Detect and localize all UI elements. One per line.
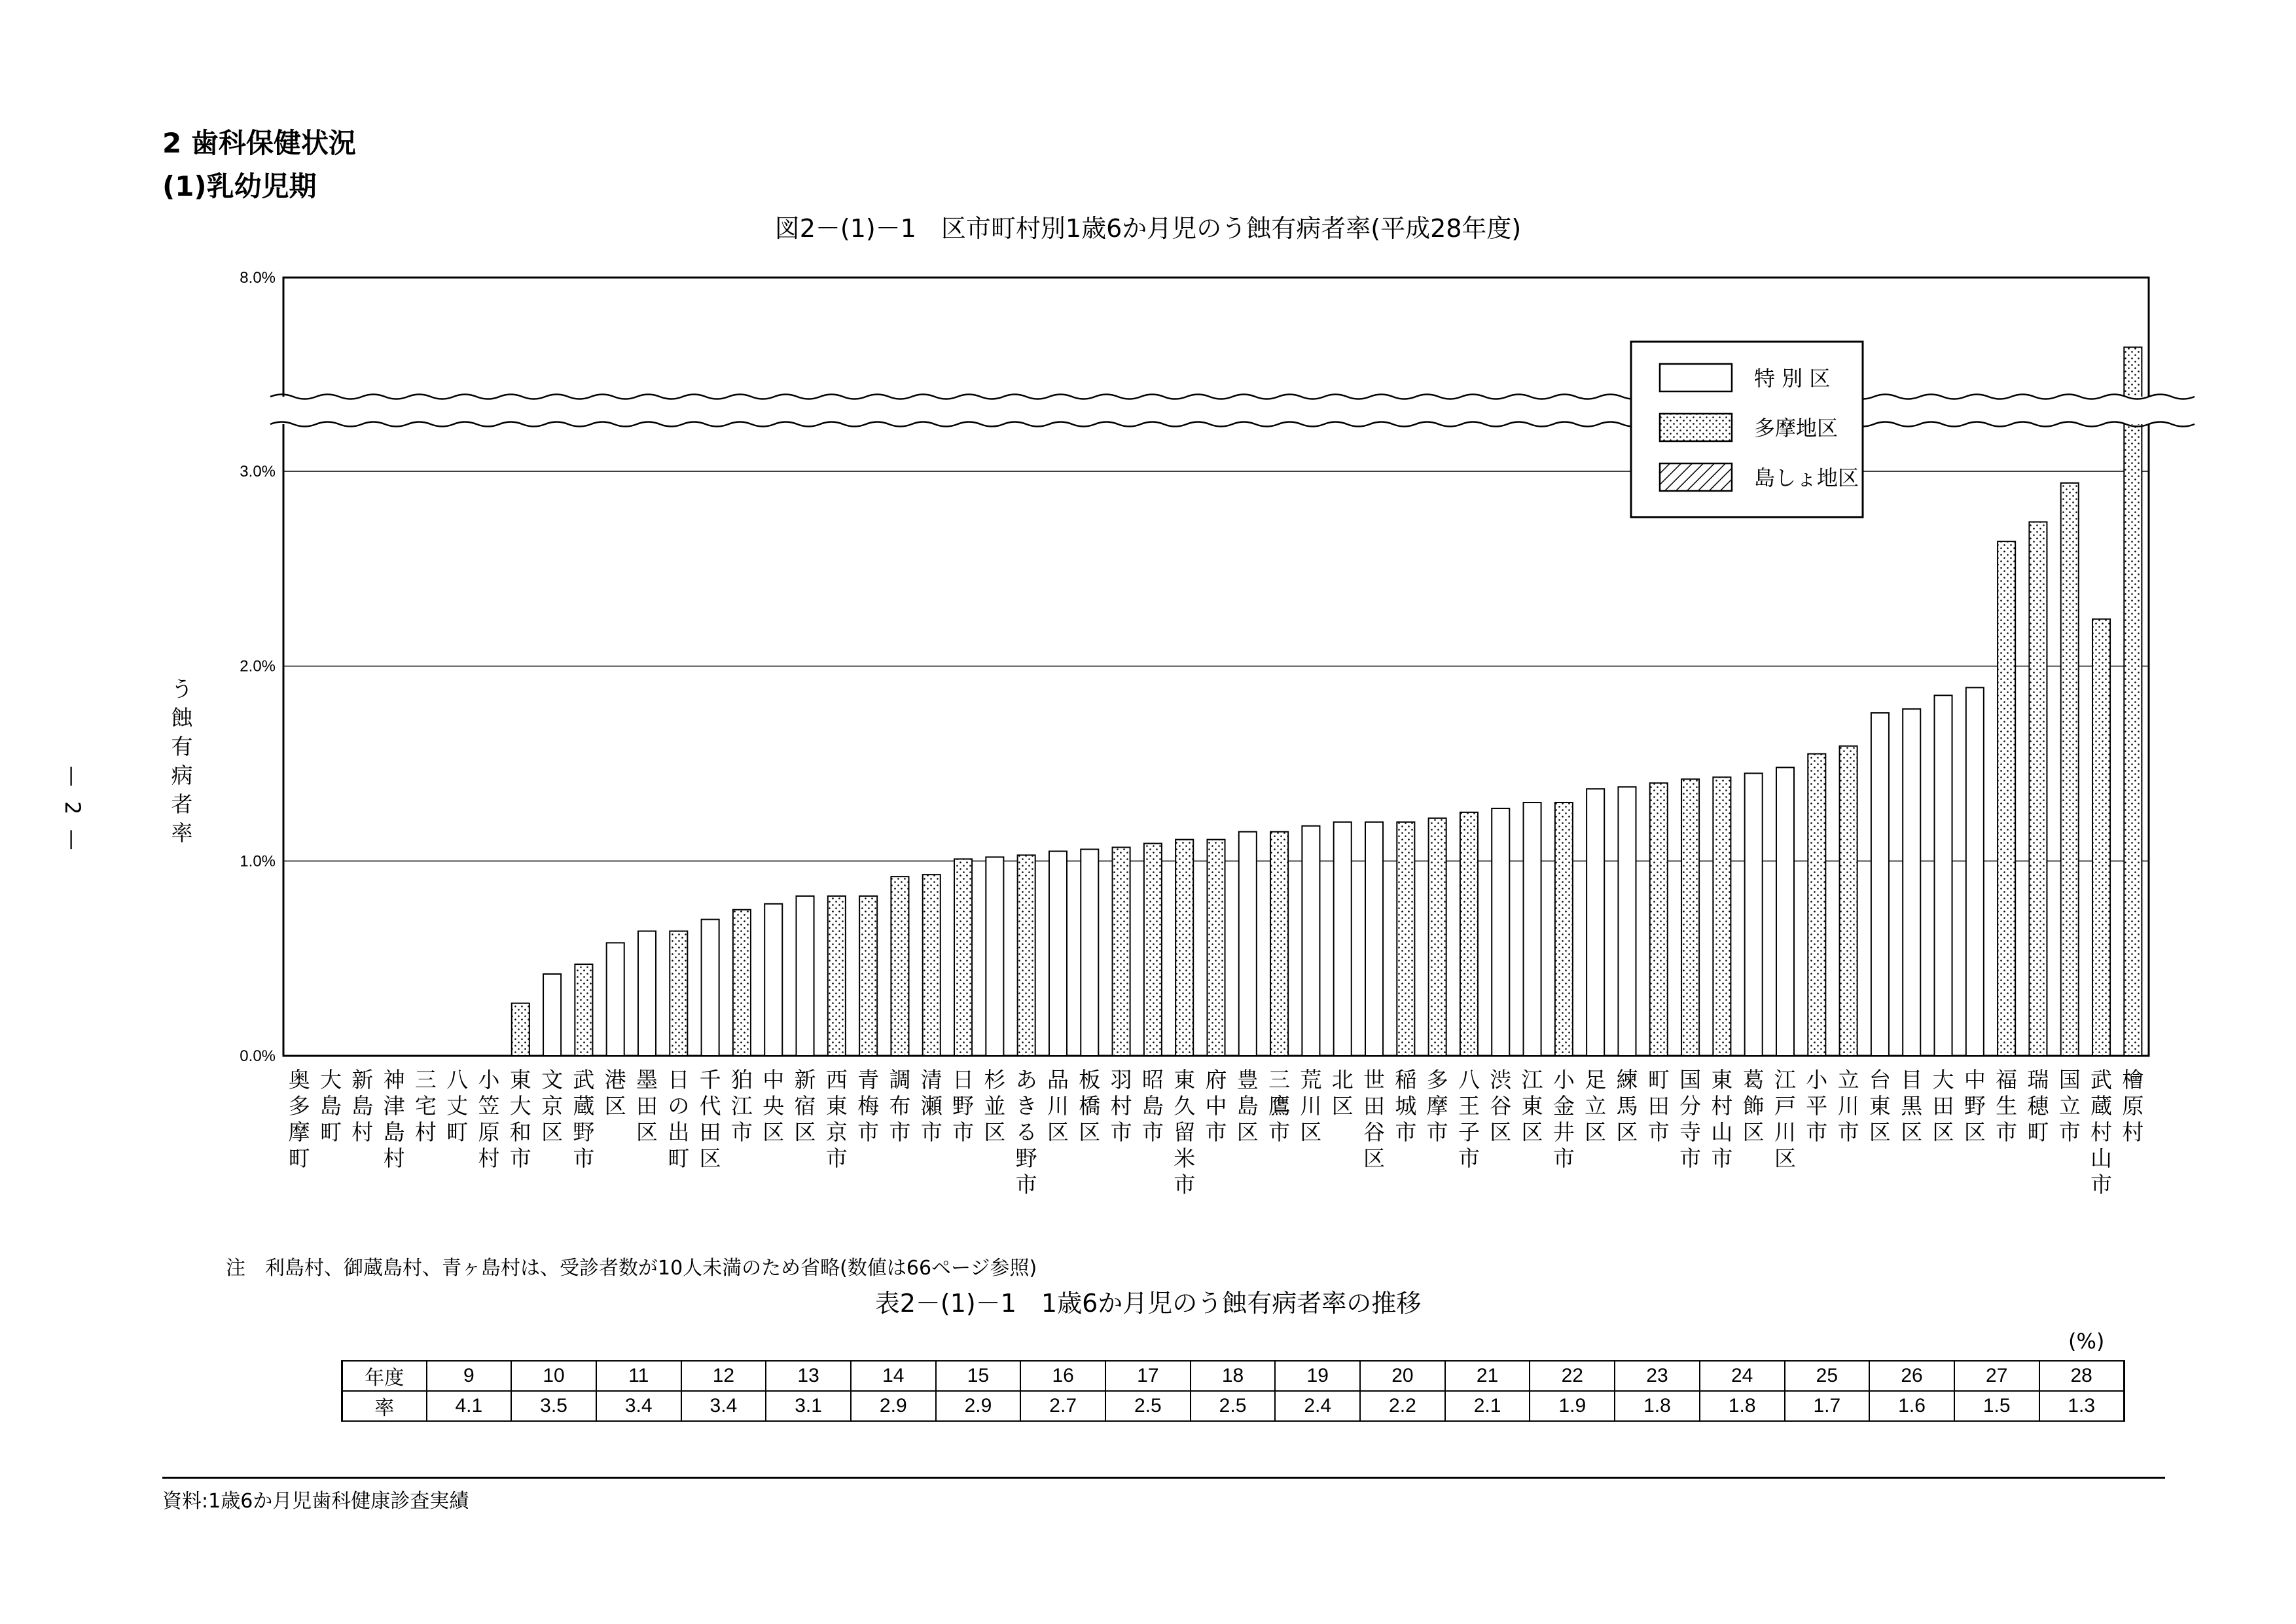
table-year-cell: 27 [1954, 1361, 2039, 1391]
table-rate-cell: 1.8 [1700, 1391, 1785, 1421]
x-category-label: 武蔵野市 [573, 1067, 595, 1171]
x-category-label: 瑞穂町 [2027, 1067, 2049, 1145]
x-category-label: あきる野市 [1015, 1067, 1037, 1197]
bar [891, 876, 908, 1056]
y-tick-label: 1.0% [240, 852, 276, 871]
bar [1081, 849, 1098, 1056]
x-category-label: 練馬区 [1616, 1067, 1638, 1145]
x-category-label: 中野区 [1964, 1067, 1986, 1145]
x-category-label: 荒川区 [1300, 1067, 1322, 1145]
x-category-label: 三鷹市 [1268, 1067, 1291, 1145]
x-category-label: 羽村市 [1110, 1067, 1132, 1145]
legend-label-special: 特 別 区 [1754, 366, 1831, 391]
x-category-label: 日の出町 [668, 1067, 690, 1171]
bar [2124, 347, 2142, 1056]
x-category-label: 台東区 [1869, 1067, 1891, 1145]
bar [575, 964, 592, 1056]
bar [1618, 787, 1636, 1056]
table-rate-cell: 2.9 [851, 1391, 936, 1421]
x-category-label: 立川市 [1837, 1067, 1859, 1145]
table-header-row [342, 1361, 2125, 1391]
table-year-cell: 16 [1020, 1361, 1105, 1391]
table-rate-cell: 2.2 [1360, 1391, 1445, 1421]
x-category-label: 港区 [604, 1067, 626, 1119]
page-number: — 2 — [60, 766, 85, 854]
x-category-label: 文京区 [541, 1067, 564, 1145]
bar [2092, 619, 2110, 1056]
bar [1334, 822, 1352, 1056]
x-category-label: 清瀬市 [920, 1067, 942, 1145]
bar [1903, 709, 1920, 1056]
table-year-cell: 23 [1615, 1361, 1700, 1391]
table-rate-cell: 2.1 [1445, 1391, 1530, 1421]
table-year-cell: 25 [1785, 1361, 1870, 1391]
legend-swatch-island [1660, 463, 1732, 491]
x-category-label: 府中市 [1205, 1067, 1227, 1145]
table-year-cell: 13 [766, 1361, 851, 1391]
table-rate-cell: 1.9 [1530, 1391, 1615, 1421]
x-category-label: 品川区 [1047, 1067, 1069, 1145]
x-category-label: 千代田区 [699, 1067, 721, 1171]
bar [1207, 840, 1225, 1056]
bar [1144, 844, 1162, 1056]
table-year-cell: 26 [1869, 1361, 1954, 1391]
table-rate-cell: 4.1 [427, 1391, 512, 1421]
bar [1681, 779, 1699, 1056]
trend-table [341, 1360, 2125, 1422]
x-category-label: 新島村 [351, 1067, 374, 1145]
legend-swatch-tama [1660, 414, 1732, 441]
bar [607, 943, 624, 1056]
table-rate-cell: 3.4 [596, 1391, 681, 1421]
x-category-label: 西東京市 [825, 1067, 848, 1171]
x-category-label: 中央区 [762, 1067, 785, 1145]
x-category-label: 小金井市 [1552, 1067, 1575, 1171]
bar [954, 859, 972, 1056]
x-category-label: 大島町 [319, 1067, 342, 1145]
bar [1492, 808, 1509, 1056]
bar [2061, 483, 2079, 1056]
x-category-label: 檜原村 [2122, 1067, 2144, 1145]
table-rate-row [342, 1391, 2125, 1421]
bar [1840, 746, 1857, 1056]
x-category-label: 八王子市 [1458, 1067, 1480, 1171]
x-category-label: 墨田区 [636, 1067, 658, 1145]
bar [1397, 822, 1414, 1056]
table-header-label: 年度 [342, 1361, 427, 1391]
x-category-label: 東大和市 [509, 1067, 531, 1171]
table-rate-cell: 1.8 [1615, 1391, 1700, 1421]
x-category-label: 杉並区 [984, 1067, 1006, 1145]
x-category-label: 八丈町 [446, 1067, 469, 1145]
x-category-label: 葛飾区 [1742, 1067, 1765, 1145]
bar [1524, 803, 1541, 1056]
footer-divider [162, 1477, 2165, 1479]
bar [1460, 812, 1478, 1056]
table-rate-cell: 2.5 [1105, 1391, 1191, 1421]
table-rate-cell: 1.3 [2039, 1391, 2125, 1421]
table-year-cell: 18 [1191, 1361, 1276, 1391]
x-category-label: 豊島区 [1236, 1067, 1259, 1145]
x-category-label: 稲城市 [1395, 1067, 1417, 1145]
table-title: 表2－(1)－1 1歳6か月児のう蝕有病者率の推移 [874, 1289, 1422, 1318]
bar [1018, 855, 1035, 1056]
bar [1871, 713, 1889, 1056]
x-category-label: 北区 [1331, 1067, 1354, 1119]
bar [859, 896, 877, 1056]
bar [764, 904, 782, 1056]
x-category-label: 武蔵村山市 [2090, 1067, 2113, 1197]
x-category-label: 国分寺市 [1679, 1067, 1702, 1171]
x-category-label: 多摩市 [1426, 1067, 1448, 1145]
x-category-label: 板橋区 [1079, 1067, 1101, 1145]
y-axis-title: う蝕有病者率 [171, 676, 193, 846]
table-year-cell: 15 [936, 1361, 1021, 1391]
bar [1745, 773, 1763, 1056]
x-category-label: 福生市 [1996, 1067, 2018, 1145]
x-category-label: 渋谷区 [1490, 1067, 1512, 1145]
chart-note: 注 利島村、御蔵島村、青ヶ島村は、受診者数が10人未満のため省略(数値は66ページ参照) [226, 1257, 1037, 1280]
bar [1555, 803, 1573, 1056]
bar [986, 857, 1003, 1056]
bar [1808, 754, 1825, 1056]
table-rate-cell: 2.7 [1020, 1391, 1105, 1421]
table-rate-cell: 3.5 [511, 1391, 596, 1421]
table-year-cell: 14 [851, 1361, 936, 1391]
section-title: 2 歯科保健状況 [162, 127, 356, 159]
x-category-label: 小笠原村 [478, 1067, 500, 1171]
bar [1429, 818, 1446, 1056]
table-year-cell: 9 [427, 1361, 512, 1391]
table-rate-cell: 2.4 [1275, 1391, 1360, 1421]
table-year-cell: 10 [511, 1361, 596, 1391]
x-category-label: 東村山市 [1711, 1067, 1733, 1171]
legend-swatch-special [1660, 364, 1732, 391]
x-category-label: 三宅村 [414, 1067, 437, 1145]
x-category-label: 足立区 [1585, 1067, 1607, 1145]
x-category-label: 小平市 [1806, 1067, 1828, 1145]
x-category-label: 奥多摩町 [288, 1067, 310, 1171]
subsection-title: (1)乳幼児期 [162, 170, 317, 202]
source-text: 資料:1歳6か月児歯科健康診査実績 [162, 1490, 469, 1513]
table-year-cell: 28 [2039, 1361, 2125, 1391]
table-unit: (%) [2068, 1329, 2105, 1354]
bar [1776, 767, 1794, 1056]
x-category-label: 昭島市 [1141, 1067, 1164, 1145]
bar [1239, 832, 1257, 1056]
bar [2029, 522, 2047, 1056]
bar [638, 931, 656, 1056]
x-category-label: 町田市 [1647, 1067, 1670, 1145]
x-category-label: 大田区 [1932, 1067, 1954, 1145]
table-rate-cell: 2.5 [1191, 1391, 1276, 1421]
bar [1650, 783, 1668, 1056]
bar [923, 875, 941, 1056]
x-category-label: 東久留米市 [1174, 1067, 1196, 1197]
x-category-label: 青梅市 [857, 1067, 880, 1145]
bar [1365, 822, 1383, 1056]
table-year-cell: 21 [1445, 1361, 1530, 1391]
bar [512, 1003, 529, 1056]
bar [828, 896, 846, 1056]
table-row-label: 率 [342, 1391, 427, 1421]
table-rate-cell: 3.1 [766, 1391, 851, 1421]
bar [1049, 851, 1067, 1056]
y-tick-label: 0.0% [240, 1047, 276, 1065]
bar [1175, 840, 1193, 1056]
x-category-label: 世田谷区 [1363, 1067, 1386, 1171]
bar [1587, 789, 1604, 1056]
x-category-label: 神津島村 [383, 1067, 405, 1171]
bar [1998, 541, 2015, 1056]
table-rate-cell: 1.5 [1954, 1391, 2039, 1421]
x-category-label: 狛江市 [730, 1067, 753, 1145]
x-category-label: 調布市 [889, 1067, 911, 1145]
table-year-cell: 19 [1275, 1361, 1360, 1391]
chart-title: 図2－(1)－1 区市町村別1歳6か月児のう蝕有病者率(平成28年度) [774, 214, 1522, 243]
table-year-cell: 12 [681, 1361, 766, 1391]
bar [543, 974, 561, 1056]
legend-label-tama: 多摩地区 [1754, 416, 1839, 441]
legend-label-island: 島しょ地区 [1754, 465, 1859, 490]
bar [1934, 695, 1952, 1056]
x-category-label: 江東区 [1521, 1067, 1543, 1145]
bar [1966, 687, 1984, 1056]
y-tick-label: 3.0% [240, 463, 276, 480]
table-rate-cell: 2.9 [936, 1391, 1021, 1421]
table-rate-cell: 3.4 [681, 1391, 766, 1421]
x-category-label: 新宿区 [794, 1067, 816, 1145]
bar [733, 910, 751, 1056]
y-tick-label: 8.0% [240, 269, 276, 287]
table-rate-cell: 1.7 [1785, 1391, 1870, 1421]
bar [670, 931, 687, 1056]
table-year-cell: 22 [1530, 1361, 1615, 1391]
axis-break-band [270, 397, 2162, 424]
table-rate-cell: 1.6 [1869, 1391, 1954, 1421]
bar [1302, 826, 1319, 1056]
table-year-cell: 20 [1360, 1361, 1445, 1391]
bar [1270, 832, 1288, 1056]
table-year-cell: 17 [1105, 1361, 1191, 1391]
bar [797, 896, 814, 1056]
table-year-cell: 11 [596, 1361, 681, 1391]
x-category-label: 江戸川区 [1774, 1067, 1796, 1171]
x-category-label: 目黒区 [1901, 1067, 1923, 1145]
y-tick-label: 2.0% [240, 657, 276, 676]
bar [1713, 777, 1731, 1056]
bar [702, 920, 719, 1056]
table-year-cell: 24 [1700, 1361, 1785, 1391]
x-category-label: 国立市 [2058, 1067, 2081, 1145]
bar [1113, 847, 1130, 1056]
x-category-label: 日野市 [952, 1067, 975, 1145]
